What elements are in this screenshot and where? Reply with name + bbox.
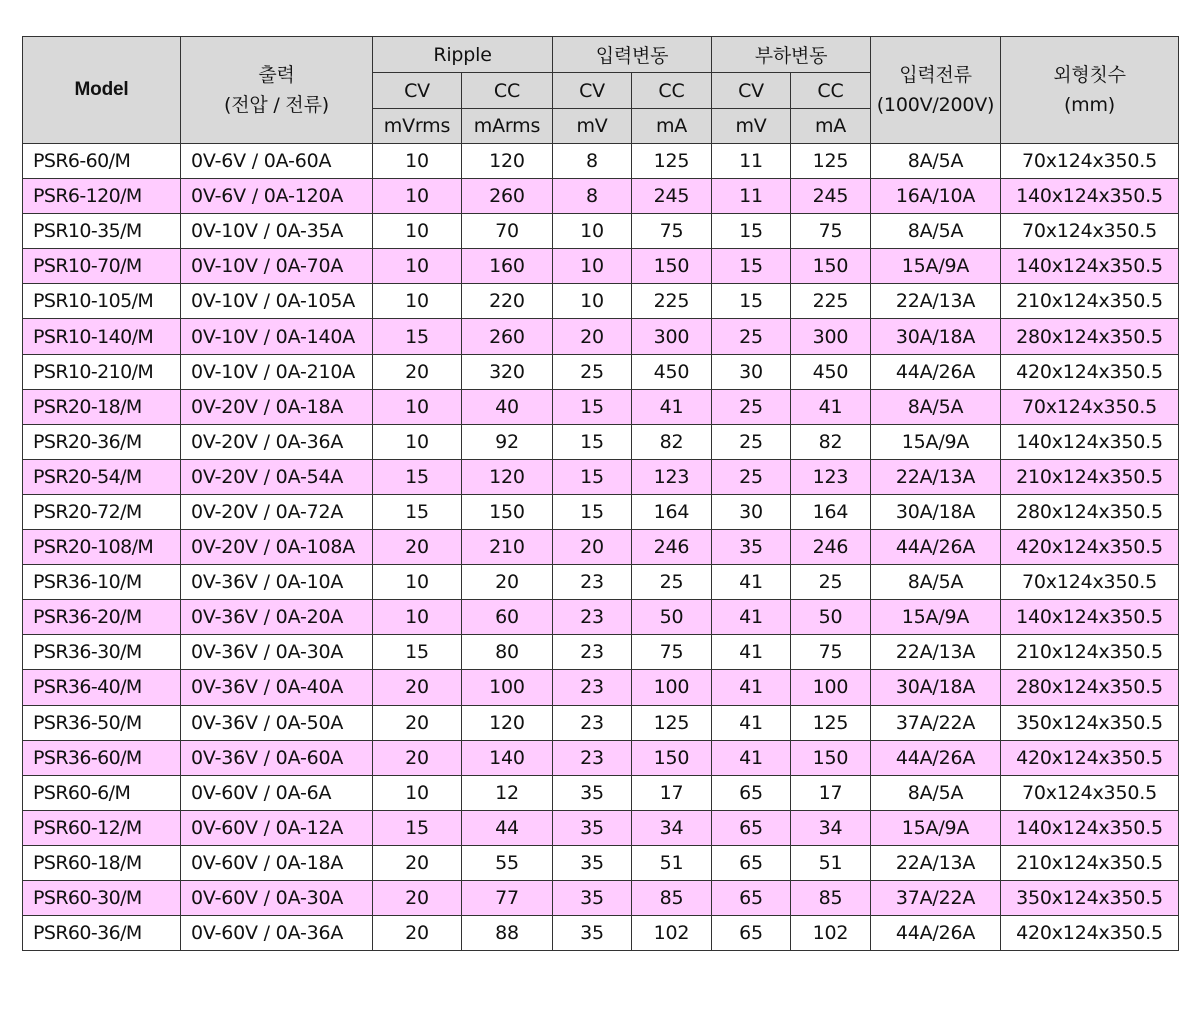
output-cell: 0V-20V / 0A-108A: [181, 530, 373, 565]
input-var-cv-cell: 23: [553, 635, 632, 670]
output-cell: 0V-36V / 0A-20A: [181, 600, 373, 635]
header-dimensions-title: 외형칫수: [1053, 64, 1126, 86]
load-var-cc-cell: 300: [791, 319, 871, 354]
header-load-cc: CC: [791, 73, 871, 109]
dimensions-cell: 350x124x350.5: [1001, 880, 1179, 915]
input-current-cell: 15A/9A: [871, 424, 1001, 459]
ripple-cc-cell: 140: [462, 740, 553, 775]
output-cell: 0V-36V / 0A-60A: [181, 740, 373, 775]
ripple-cv-cell: 10: [373, 424, 462, 459]
load-var-cc-cell: 102: [791, 916, 871, 951]
model-cell: PSR10-210/M: [23, 354, 181, 389]
header-input-current-title: 입력전류: [899, 64, 972, 86]
unit-load-cv: mV: [712, 109, 791, 144]
model-cell: PSR20-72/M: [23, 494, 181, 529]
model-cell: PSR10-140/M: [23, 319, 181, 354]
load-var-cc-cell: 34: [791, 810, 871, 845]
dimensions-cell: 140x124x350.5: [1001, 179, 1179, 214]
ripple-cv-cell: 15: [373, 459, 462, 494]
table-row: [23, 530, 1179, 565]
load-var-cc-cell: 75: [791, 635, 871, 670]
dimensions-cell: 70x124x350.5: [1001, 389, 1179, 424]
ripple-cc-cell: 120: [462, 144, 553, 179]
table-body: [23, 144, 1179, 951]
load-var-cv-cell: 41: [712, 740, 791, 775]
dimensions-cell: 140x124x350.5: [1001, 600, 1179, 635]
load-var-cv-cell: 41: [712, 635, 791, 670]
input-var-cc-cell: 245: [632, 179, 712, 214]
model-cell: PSR36-30/M: [23, 635, 181, 670]
table-row: [23, 424, 1179, 459]
dimensions-cell: 210x124x350.5: [1001, 459, 1179, 494]
input-var-cv-cell: 15: [553, 389, 632, 424]
output-cell: 0V-6V / 0A-120A: [181, 179, 373, 214]
load-var-cv-cell: 65: [712, 916, 791, 951]
input-var-cc-cell: 75: [632, 635, 712, 670]
ripple-cv-cell: 10: [373, 389, 462, 424]
input-current-cell: 8A/5A: [871, 144, 1001, 179]
model-cell: PSR10-70/M: [23, 249, 181, 284]
load-var-cv-cell: 65: [712, 775, 791, 810]
dimensions-cell: 140x124x350.5: [1001, 249, 1179, 284]
input-var-cv-cell: 10: [553, 214, 632, 249]
input-var-cc-cell: 34: [632, 810, 712, 845]
model-cell: PSR36-50/M: [23, 705, 181, 740]
load-var-cc-cell: 150: [791, 740, 871, 775]
input-var-cc-cell: 246: [632, 530, 712, 565]
load-var-cv-cell: 30: [712, 354, 791, 389]
ripple-cv-cell: 20: [373, 740, 462, 775]
input-current-cell: 30A/18A: [871, 319, 1001, 354]
table-row: [23, 705, 1179, 740]
dimensions-cell: 70x124x350.5: [1001, 565, 1179, 600]
ripple-cc-cell: 88: [462, 916, 553, 951]
dimensions-cell: 420x124x350.5: [1001, 916, 1179, 951]
input-var-cc-cell: 123: [632, 459, 712, 494]
dimensions-cell: 210x124x350.5: [1001, 635, 1179, 670]
model-cell: PSR60-6/M: [23, 775, 181, 810]
header-ripple-cc: CC: [462, 73, 553, 109]
input-var-cc-cell: 225: [632, 284, 712, 319]
header-output-subtitle: (전압 / 전류): [224, 94, 329, 116]
load-var-cc-cell: 17: [791, 775, 871, 810]
input-current-cell: 15A/9A: [871, 249, 1001, 284]
output-cell: 0V-60V / 0A-30A: [181, 880, 373, 915]
model-cell: PSR6-120/M: [23, 179, 181, 214]
dimensions-cell: 210x124x350.5: [1001, 845, 1179, 880]
input-var-cc-cell: 51: [632, 845, 712, 880]
input-var-cv-cell: 15: [553, 424, 632, 459]
table-row: [23, 565, 1179, 600]
table-row: [23, 740, 1179, 775]
ripple-cv-cell: 10: [373, 565, 462, 600]
ripple-cc-cell: 12: [462, 775, 553, 810]
model-cell: PSR36-10/M: [23, 565, 181, 600]
load-var-cc-cell: 100: [791, 670, 871, 705]
table-row: [23, 459, 1179, 494]
unit-input-cc: mA: [632, 109, 712, 144]
load-var-cv-cell: 35: [712, 530, 791, 565]
ripple-cc-cell: 150: [462, 494, 553, 529]
dimensions-cell: 280x124x350.5: [1001, 319, 1179, 354]
model-cell: PSR36-20/M: [23, 600, 181, 635]
input-var-cv-cell: 35: [553, 880, 632, 915]
ripple-cv-cell: 10: [373, 600, 462, 635]
input-current-cell: 44A/26A: [871, 354, 1001, 389]
dimensions-cell: 140x124x350.5: [1001, 810, 1179, 845]
model-cell: PSR6-60/M: [23, 144, 181, 179]
load-var-cv-cell: 30: [712, 494, 791, 529]
load-var-cc-cell: 150: [791, 249, 871, 284]
dimensions-cell: 70x124x350.5: [1001, 144, 1179, 179]
input-var-cv-cell: 20: [553, 530, 632, 565]
input-var-cc-cell: 17: [632, 775, 712, 810]
output-cell: 0V-36V / 0A-10A: [181, 565, 373, 600]
unit-ripple-cc: mArms: [462, 109, 553, 144]
input-current-cell: 15A/9A: [871, 600, 1001, 635]
output-cell: 0V-60V / 0A-12A: [181, 810, 373, 845]
input-current-cell: 8A/5A: [871, 214, 1001, 249]
dimensions-cell: 210x124x350.5: [1001, 284, 1179, 319]
input-var-cv-cell: 25: [553, 354, 632, 389]
input-current-cell: 30A/18A: [871, 670, 1001, 705]
ripple-cv-cell: 15: [373, 635, 462, 670]
load-var-cc-cell: 246: [791, 530, 871, 565]
input-var-cc-cell: 82: [632, 424, 712, 459]
model-cell: PSR20-108/M: [23, 530, 181, 565]
table-row: [23, 494, 1179, 529]
load-var-cc-cell: 125: [791, 144, 871, 179]
header-ripple: Ripple: [373, 37, 553, 73]
load-var-cv-cell: 65: [712, 880, 791, 915]
input-current-cell: 44A/26A: [871, 916, 1001, 951]
input-current-cell: 16A/10A: [871, 179, 1001, 214]
table-row: [23, 179, 1179, 214]
header-dimensions: [1001, 37, 1179, 144]
model-cell: PSR20-54/M: [23, 459, 181, 494]
load-var-cv-cell: 25: [712, 459, 791, 494]
output-cell: 0V-60V / 0A-36A: [181, 916, 373, 951]
load-var-cc-cell: 225: [791, 284, 871, 319]
ripple-cc-cell: 100: [462, 670, 553, 705]
output-cell: 0V-20V / 0A-18A: [181, 389, 373, 424]
ripple-cc-cell: 210: [462, 530, 553, 565]
load-var-cv-cell: 41: [712, 600, 791, 635]
header-load-variation: 부하변동: [712, 37, 871, 73]
ripple-cv-cell: 20: [373, 670, 462, 705]
model-cell: PSR10-105/M: [23, 284, 181, 319]
ripple-cc-cell: 260: [462, 179, 553, 214]
table-row: [23, 284, 1179, 319]
input-var-cv-cell: 23: [553, 705, 632, 740]
header-input-cv: CV: [553, 73, 632, 109]
load-var-cc-cell: 123: [791, 459, 871, 494]
input-var-cv-cell: 23: [553, 565, 632, 600]
header-input-variation: 입력변동: [553, 37, 712, 73]
dimensions-cell: 350x124x350.5: [1001, 705, 1179, 740]
input-var-cv-cell: 10: [553, 284, 632, 319]
header-ripple-cv: CV: [373, 73, 462, 109]
load-var-cc-cell: 164: [791, 494, 871, 529]
input-var-cc-cell: 150: [632, 249, 712, 284]
output-cell: 0V-36V / 0A-40A: [181, 670, 373, 705]
model-cell: PSR20-36/M: [23, 424, 181, 459]
header-input-current: [871, 37, 1001, 144]
ripple-cc-cell: 44: [462, 810, 553, 845]
input-var-cv-cell: 35: [553, 810, 632, 845]
output-cell: 0V-60V / 0A-18A: [181, 845, 373, 880]
header-dimensions-unit: (mm): [1063, 94, 1116, 116]
load-var-cc-cell: 450: [791, 354, 871, 389]
load-var-cv-cell: 11: [712, 144, 791, 179]
input-var-cv-cell: 23: [553, 600, 632, 635]
input-var-cc-cell: 450: [632, 354, 712, 389]
input-var-cc-cell: 85: [632, 880, 712, 915]
input-var-cv-cell: 10: [553, 249, 632, 284]
output-cell: 0V-10V / 0A-140A: [181, 319, 373, 354]
ripple-cv-cell: 10: [373, 775, 462, 810]
input-current-cell: 8A/5A: [871, 389, 1001, 424]
load-var-cc-cell: 25: [791, 565, 871, 600]
load-var-cv-cell: 25: [712, 389, 791, 424]
load-var-cv-cell: 15: [712, 249, 791, 284]
input-var-cc-cell: 50: [632, 600, 712, 635]
ripple-cv-cell: 10: [373, 214, 462, 249]
load-var-cv-cell: 25: [712, 424, 791, 459]
ripple-cc-cell: 80: [462, 635, 553, 670]
table-row: [23, 635, 1179, 670]
ripple-cc-cell: 20: [462, 565, 553, 600]
output-cell: 0V-10V / 0A-105A: [181, 284, 373, 319]
header-output-title: 출력: [258, 64, 295, 86]
input-var-cv-cell: 8: [553, 179, 632, 214]
header-input-current-subtitle: (100V/200V): [876, 94, 995, 116]
ripple-cv-cell: 10: [373, 179, 462, 214]
table-row: [23, 389, 1179, 424]
table-row: [23, 354, 1179, 389]
ripple-cv-cell: 10: [373, 249, 462, 284]
input-current-cell: 22A/13A: [871, 459, 1001, 494]
input-current-cell: 22A/13A: [871, 635, 1001, 670]
input-current-cell: 44A/26A: [871, 740, 1001, 775]
input-var-cv-cell: 15: [553, 459, 632, 494]
ripple-cc-cell: 60: [462, 600, 553, 635]
output-cell: 0V-20V / 0A-72A: [181, 494, 373, 529]
input-var-cv-cell: 8: [553, 144, 632, 179]
ripple-cv-cell: 15: [373, 494, 462, 529]
input-var-cc-cell: 125: [632, 144, 712, 179]
table-row: [23, 144, 1179, 179]
ripple-cv-cell: 10: [373, 284, 462, 319]
ripple-cv-cell: 20: [373, 705, 462, 740]
load-var-cv-cell: 41: [712, 565, 791, 600]
ripple-cc-cell: 55: [462, 845, 553, 880]
input-current-cell: 8A/5A: [871, 565, 1001, 600]
load-var-cc-cell: 245: [791, 179, 871, 214]
table-row: [23, 319, 1179, 354]
load-var-cv-cell: 65: [712, 845, 791, 880]
input-var-cc-cell: 41: [632, 389, 712, 424]
ripple-cv-cell: 20: [373, 354, 462, 389]
input-var-cc-cell: 100: [632, 670, 712, 705]
dimensions-cell: 70x124x350.5: [1001, 214, 1179, 249]
table-row: [23, 810, 1179, 845]
input-current-cell: 37A/22A: [871, 705, 1001, 740]
dimensions-cell: 420x124x350.5: [1001, 530, 1179, 565]
model-cell: PSR20-18/M: [23, 389, 181, 424]
input-var-cv-cell: 15: [553, 494, 632, 529]
ripple-cc-cell: 120: [462, 459, 553, 494]
header-output: [181, 37, 373, 144]
input-current-cell: 8A/5A: [871, 775, 1001, 810]
input-var-cv-cell: 35: [553, 775, 632, 810]
model-cell: PSR10-35/M: [23, 214, 181, 249]
dimensions-cell: 280x124x350.5: [1001, 670, 1179, 705]
load-var-cc-cell: 50: [791, 600, 871, 635]
input-var-cc-cell: 150: [632, 740, 712, 775]
ripple-cc-cell: 320: [462, 354, 553, 389]
output-cell: 0V-10V / 0A-210A: [181, 354, 373, 389]
input-var-cv-cell: 23: [553, 740, 632, 775]
table-row: [23, 600, 1179, 635]
dimensions-cell: 140x124x350.5: [1001, 424, 1179, 459]
load-var-cv-cell: 25: [712, 319, 791, 354]
spec-table: [22, 36, 1179, 951]
output-cell: 0V-60V / 0A-6A: [181, 775, 373, 810]
input-current-cell: 15A/9A: [871, 810, 1001, 845]
table-row: [23, 670, 1179, 705]
load-var-cv-cell: 41: [712, 705, 791, 740]
dimensions-cell: 420x124x350.5: [1001, 740, 1179, 775]
header-model: Model: [23, 37, 181, 144]
ripple-cc-cell: 92: [462, 424, 553, 459]
output-cell: 0V-20V / 0A-54A: [181, 459, 373, 494]
input-var-cc-cell: 25: [632, 565, 712, 600]
ripple-cc-cell: 260: [462, 319, 553, 354]
input-current-cell: 22A/13A: [871, 284, 1001, 319]
ripple-cv-cell: 20: [373, 916, 462, 951]
table-row: [23, 249, 1179, 284]
model-cell: PSR36-40/M: [23, 670, 181, 705]
model-cell: PSR60-36/M: [23, 916, 181, 951]
load-var-cc-cell: 75: [791, 214, 871, 249]
ripple-cc-cell: 120: [462, 705, 553, 740]
input-current-cell: 22A/13A: [871, 845, 1001, 880]
table-row: [23, 880, 1179, 915]
load-var-cv-cell: 65: [712, 810, 791, 845]
ripple-cv-cell: 20: [373, 880, 462, 915]
load-var-cc-cell: 125: [791, 705, 871, 740]
header-input-cc: CC: [632, 73, 712, 109]
table-row: [23, 845, 1179, 880]
unit-ripple-cv: mVrms: [373, 109, 462, 144]
table-row: [23, 775, 1179, 810]
load-var-cv-cell: 41: [712, 670, 791, 705]
header-load-cv: CV: [712, 73, 791, 109]
input-current-cell: 44A/26A: [871, 530, 1001, 565]
input-var-cv-cell: 20: [553, 319, 632, 354]
model-cell: PSR36-60/M: [23, 740, 181, 775]
ripple-cc-cell: 77: [462, 880, 553, 915]
load-var-cc-cell: 82: [791, 424, 871, 459]
ripple-cc-cell: 160: [462, 249, 553, 284]
ripple-cc-cell: 70: [462, 214, 553, 249]
ripple-cc-cell: 220: [462, 284, 553, 319]
input-var-cv-cell: 35: [553, 916, 632, 951]
input-current-cell: 37A/22A: [871, 880, 1001, 915]
dimensions-cell: 70x124x350.5: [1001, 775, 1179, 810]
input-var-cc-cell: 300: [632, 319, 712, 354]
load-var-cc-cell: 51: [791, 845, 871, 880]
ripple-cv-cell: 15: [373, 810, 462, 845]
unit-input-cv: mV: [553, 109, 632, 144]
model-cell: PSR60-12/M: [23, 810, 181, 845]
load-var-cc-cell: 85: [791, 880, 871, 915]
output-cell: 0V-10V / 0A-35A: [181, 214, 373, 249]
input-var-cv-cell: 35: [553, 845, 632, 880]
input-var-cc-cell: 75: [632, 214, 712, 249]
model-cell: PSR60-18/M: [23, 845, 181, 880]
dimensions-cell: 280x124x350.5: [1001, 494, 1179, 529]
input-current-cell: 30A/18A: [871, 494, 1001, 529]
ripple-cv-cell: 20: [373, 530, 462, 565]
dimensions-cell: 420x124x350.5: [1001, 354, 1179, 389]
load-var-cv-cell: 11: [712, 179, 791, 214]
ripple-cv-cell: 15: [373, 319, 462, 354]
load-var-cv-cell: 15: [712, 284, 791, 319]
output-cell: 0V-6V / 0A-60A: [181, 144, 373, 179]
input-var-cc-cell: 102: [632, 916, 712, 951]
output-cell: 0V-10V / 0A-70A: [181, 249, 373, 284]
output-cell: 0V-36V / 0A-50A: [181, 705, 373, 740]
input-var-cv-cell: 23: [553, 670, 632, 705]
ripple-cc-cell: 40: [462, 389, 553, 424]
output-cell: 0V-20V / 0A-36A: [181, 424, 373, 459]
table-row: [23, 916, 1179, 951]
model-cell: PSR60-30/M: [23, 880, 181, 915]
load-var-cv-cell: 15: [712, 214, 791, 249]
input-var-cc-cell: 125: [632, 705, 712, 740]
output-cell: 0V-36V / 0A-30A: [181, 635, 373, 670]
table-header: [23, 37, 1179, 144]
unit-load-cc: mA: [791, 109, 871, 144]
load-var-cc-cell: 41: [791, 389, 871, 424]
ripple-cv-cell: 10: [373, 144, 462, 179]
ripple-cv-cell: 20: [373, 845, 462, 880]
table-row: [23, 214, 1179, 249]
input-var-cc-cell: 164: [632, 494, 712, 529]
